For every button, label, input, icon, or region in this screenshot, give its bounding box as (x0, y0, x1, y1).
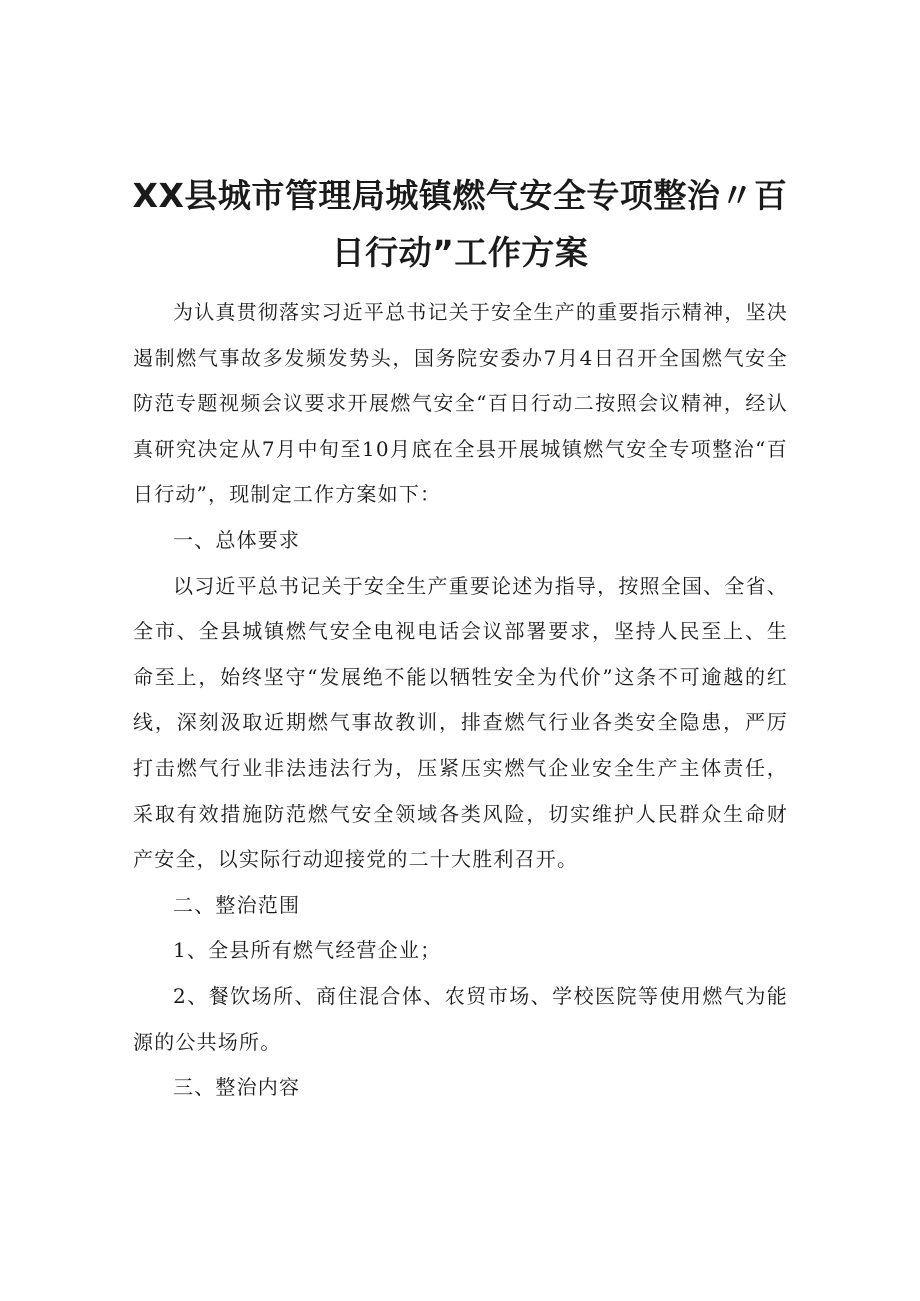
section-heading-content: 三、整治内容 (173, 1075, 301, 1100)
scope-item-1: 1、全县所有燃气经营企业； (173, 938, 442, 963)
scope-item-2: 2、餐饮场所、商住混合体、农贸市场、学校医院等使用燃气为能源的公共场所。 (133, 983, 788, 1054)
document-body (133, 290, 788, 1111)
section-heading-scope: 二、整治范围 (173, 892, 301, 917)
document-title (100, 167, 820, 281)
section-heading-general-requirements: 一、总体要求 (173, 527, 301, 552)
document-title-line-1: XX县城市管理局城镇燃气安全专项整治〃百 (132, 176, 788, 215)
document-title-line-2: 日行动”工作方案 (331, 233, 589, 272)
intro-paragraph: 为认真贯彻落实习近平总书记关于安全生产的重要指示精神，坚决遏制燃气事故多发频发势头，国务院安委办7月4日召开全国燃气安全防范专题视频会议要求开展燃气安全“百日行动二按照会议精神，经认真研究决定从7月中旬至10月底在全县开展城镇燃气安全专项整治“百日行动”，现制定工作方案如下： (133, 300, 788, 507)
general-requirements-paragraph: 以习近平总书记关于安全生产重要论述为指导，按照全国、全省、全市、全县城镇燃气安全电视电话会议部署要求，坚持人民至上、生命至上，始终坚守“发展绝不能以牺牲安全为代价”这条不可逾越的红线，深刻汲取近期燃气事故教训，排查燃气行业各类安全隐患，严厉打击燃气行业非法违法行为，压紧压实燃气企业安全生产主体责任，采取有效措施防范燃气安全领域各类风险，切实维护人民群众生命财产安全，以实际行动迎接党的二十大胜利召开。 (133, 573, 788, 872)
